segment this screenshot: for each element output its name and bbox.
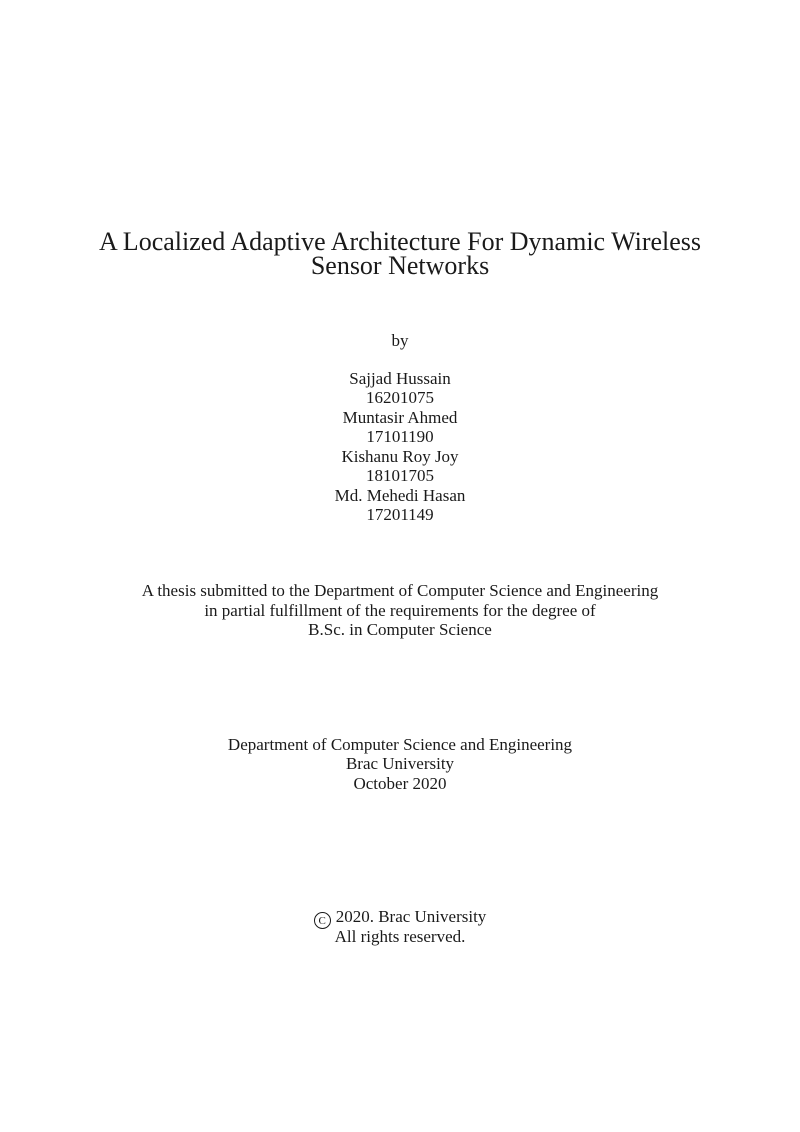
author-id-2: 17101190	[366, 427, 434, 446]
submission-statement-line-2: in partial fulfillment of the requirements for the degree of	[204, 601, 596, 620]
copyright-icon: C	[314, 912, 331, 929]
submission-statement-line-1: A thesis submitted to the Department of Computer Science and Engineering	[141, 581, 659, 600]
thesis-title-line-1: A Localized Adaptive Architecture For Dynamic Wireless	[98, 227, 702, 256]
author-name-2: Muntasir Ahmed	[342, 408, 458, 427]
by-label: by	[391, 331, 409, 350]
author-name-3: Kishanu Roy Joy	[341, 447, 459, 466]
thesis-title-line-2: Sensor Networks	[310, 251, 490, 280]
copyright-text: 2020. Brac University	[335, 907, 487, 926]
author-name-4: Md. Mehedi Hasan	[334, 486, 466, 505]
rights-reserved: All rights reserved.	[334, 927, 466, 946]
university-name: Brac University	[345, 754, 455, 773]
degree-name: B.Sc. in Computer Science	[308, 620, 492, 639]
author-id-4: 17201149	[366, 505, 434, 524]
author-name-1: Sajjad Hussain	[349, 369, 451, 388]
department-name: Department of Computer Science and Engineering	[227, 735, 573, 754]
author-id-1: 16201075	[366, 388, 434, 407]
copyright-notice	[0, 907, 800, 929]
author-id-3: 18101705	[366, 466, 434, 485]
submission-date: October 2020	[353, 774, 447, 793]
